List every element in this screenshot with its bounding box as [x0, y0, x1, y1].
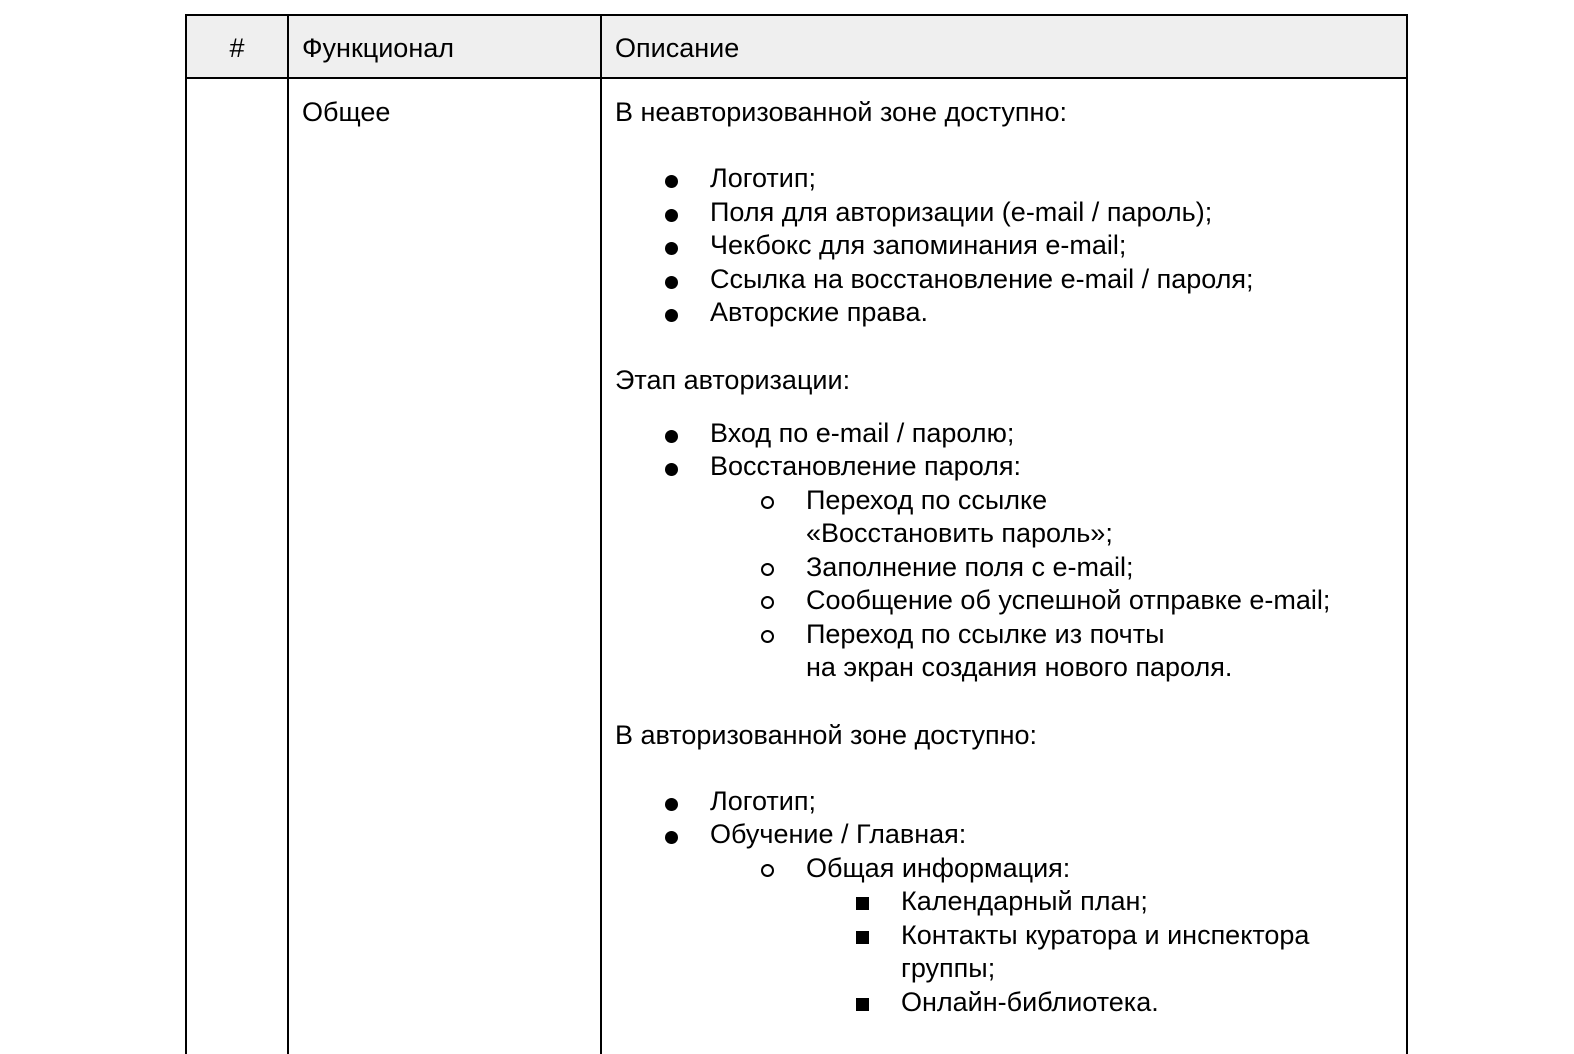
list-item: Общая информация:: [615, 852, 1395, 886]
header-number: #: [229, 33, 245, 63]
bullet-circle-icon: [761, 864, 774, 877]
header-description: Описание: [615, 33, 740, 63]
list-item: Восстановление пароля:: [615, 450, 1395, 484]
auth-stage-heading: Этап авторизации:: [615, 364, 851, 395]
row-description-cell: [615, 95, 1395, 1019]
header-functionality: Функционал: [302, 33, 454, 63]
functionality-table: [185, 14, 1408, 1054]
list-item: Онлайн-библиотека.: [615, 986, 1395, 1020]
bullet-circle-icon: [761, 630, 774, 643]
row-functionality-cell: Общее: [302, 97, 391, 127]
bullet-disc-icon: [665, 798, 678, 811]
table-header-row: [187, 16, 1406, 79]
bullet-disc-icon: [665, 276, 678, 289]
bullet-square-icon: [856, 998, 869, 1011]
list-item: Контакты куратора и инспектора группы;: [615, 919, 1395, 986]
list-item: Переход по ссылке «Восстановить пароль»;: [615, 484, 1395, 551]
auth-zone-list: [615, 785, 1395, 1020]
bullet-disc-icon: [665, 209, 678, 222]
list-item: Авторские права.: [615, 296, 1395, 330]
bullet-disc-icon: [665, 831, 678, 844]
bullet-circle-icon: [761, 496, 774, 509]
bullet-disc-icon: [665, 309, 678, 322]
list-item: Заполнение поля с e-mail;: [615, 551, 1395, 585]
bullet-square-icon: [856, 897, 869, 910]
bullet-circle-icon: [761, 563, 774, 576]
list-item: Логотип;: [615, 785, 1395, 819]
auth-zone-heading: В авторизованной зоне доступно:: [615, 719, 1038, 750]
list-item: Поля для авторизации (e-mail / пароль);: [615, 196, 1395, 230]
bullet-square-icon: [856, 931, 869, 944]
list-item: Переход по ссылке из почты на экран создания нового пароля.: [615, 618, 1395, 685]
list-item: Сообщение об успешной отправке e-mail;: [615, 584, 1395, 618]
list-item: Чекбокс для запоминания e-mail;: [615, 229, 1395, 263]
bullet-disc-icon: [665, 463, 678, 476]
bullet-disc-icon: [665, 242, 678, 255]
column-divider: [287, 16, 289, 1054]
list-item: Вход по e-mail / паролю;: [615, 417, 1395, 451]
column-divider: [600, 16, 602, 1054]
bullet-circle-icon: [761, 596, 774, 609]
list-item: Обучение / Главная:: [615, 818, 1395, 852]
bullet-disc-icon: [665, 430, 678, 443]
unauth-zone-list: [615, 162, 1395, 330]
list-item: Логотип;: [615, 162, 1395, 196]
auth-stage-list: [615, 417, 1395, 685]
unauth-zone-heading: В неавторизованной зоне доступно:: [615, 97, 1067, 127]
list-item: Календарный план;: [615, 885, 1395, 919]
bullet-disc-icon: [665, 175, 678, 188]
list-item: Ссылка на восстановление e-mail / пароля;: [615, 263, 1395, 297]
